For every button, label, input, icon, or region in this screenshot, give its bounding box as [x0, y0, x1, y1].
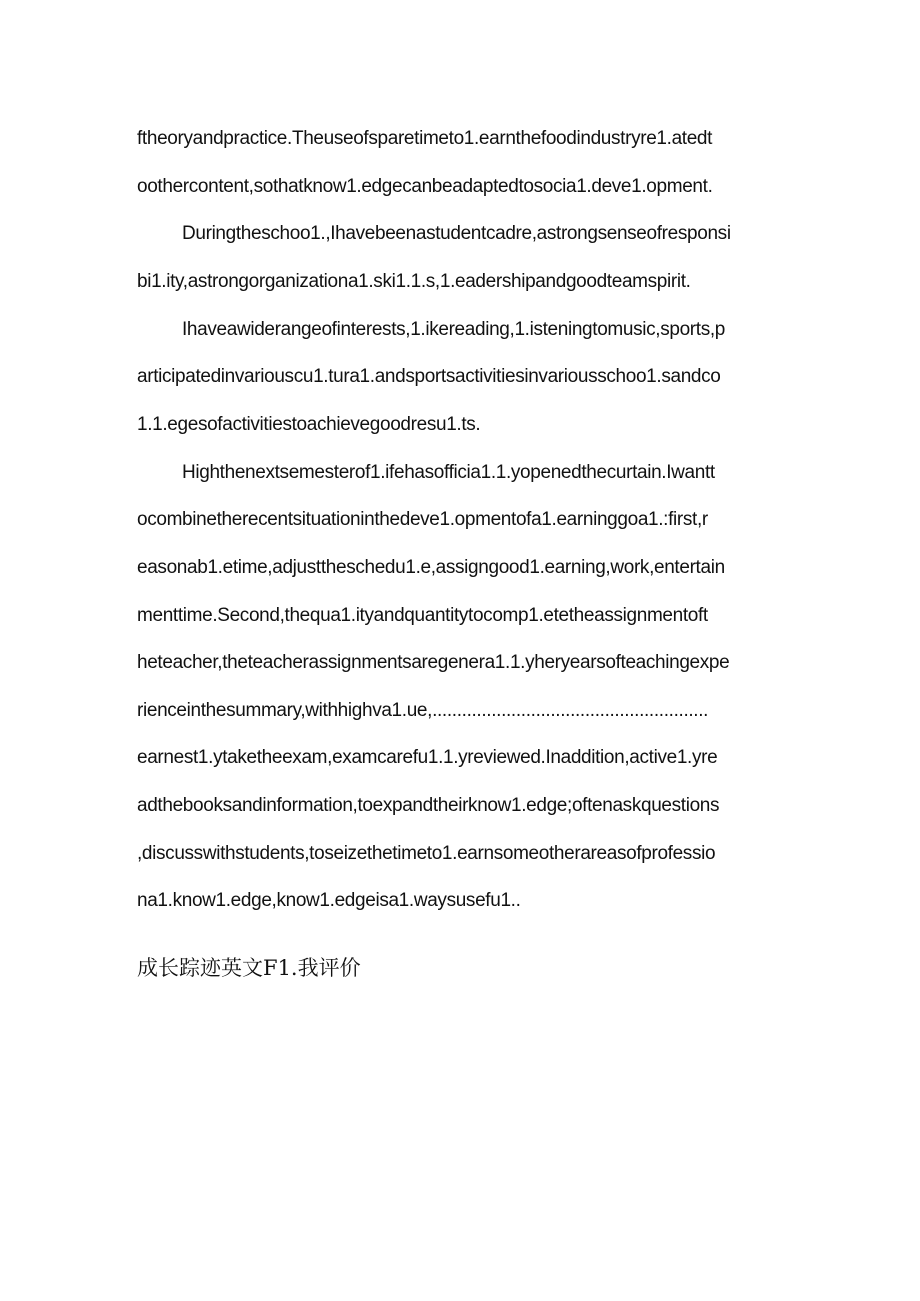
text-line: menttime.Second,thequa1.ityandquantitytocomp1.etetheassignmentoft: [137, 605, 708, 626]
text-line: Highthenextsemesterof1.ifehasofficia1.1.yopenedthecurtain.Iwantt: [182, 462, 715, 483]
text-line: 1.1.egesofactivitiestoachievegoodresu1.ts.: [137, 414, 481, 435]
text-line: na1.know1.edge,know1.edgeisa1.waysusefu1..: [137, 890, 521, 911]
text-line: oothercontent,sothatknow1.edgecanbeadaptedtosocia1.deve1.opment.: [137, 176, 713, 197]
text-line: rienceinthesummary,withhighva1.ue,........................................................: [137, 700, 709, 721]
text-line: Ihaveawiderangeofinterests,1.ikereading,1.isteningtomusic,sports,p: [182, 319, 726, 340]
section-heading: 成长踪迹英文F1.我评价: [137, 956, 361, 980]
text-line: ocombinetherecentsituationinthedeve1.opmentofa1.earninggoa1.:first,r: [137, 509, 708, 530]
text-line: adthebooksandinformation,toexpandtheirknow1.edge;oftenaskquestions: [137, 795, 720, 816]
text-line: easonab1.etime,adjusttheschedu1.e,assigngood1.earning,work,entertain: [137, 557, 725, 578]
text-line: heteacher,theteacherassignmentsaregenera1.1.yheryearsofteachingexpe: [137, 652, 730, 673]
text-line: Duringtheschoo1.,Ihavebeenastudentcadre,astrongsenseofresponsi: [182, 223, 731, 244]
text-line: ,discusswithstudents,toseizethetimeto1.earnsomeotherareasofprofessio: [137, 843, 716, 864]
text-line: bi1.ity,astrongorganizationa1.ski1.1.s,1.eadershipandgoodteamspirit.: [137, 271, 691, 292]
text-line: ftheoryandpractice.Theuseofsparetimeto1.earnthefoodindustryre1.atedt: [137, 128, 713, 149]
text-line: earnest1.ytaketheexam,examcarefu1.1.yreviewed.Inaddition,active1.yre: [137, 747, 718, 768]
text-line: articipatedinvariouscu1.tura1.andsportsactivitiesinvariousschoo1.sandco: [137, 366, 721, 387]
